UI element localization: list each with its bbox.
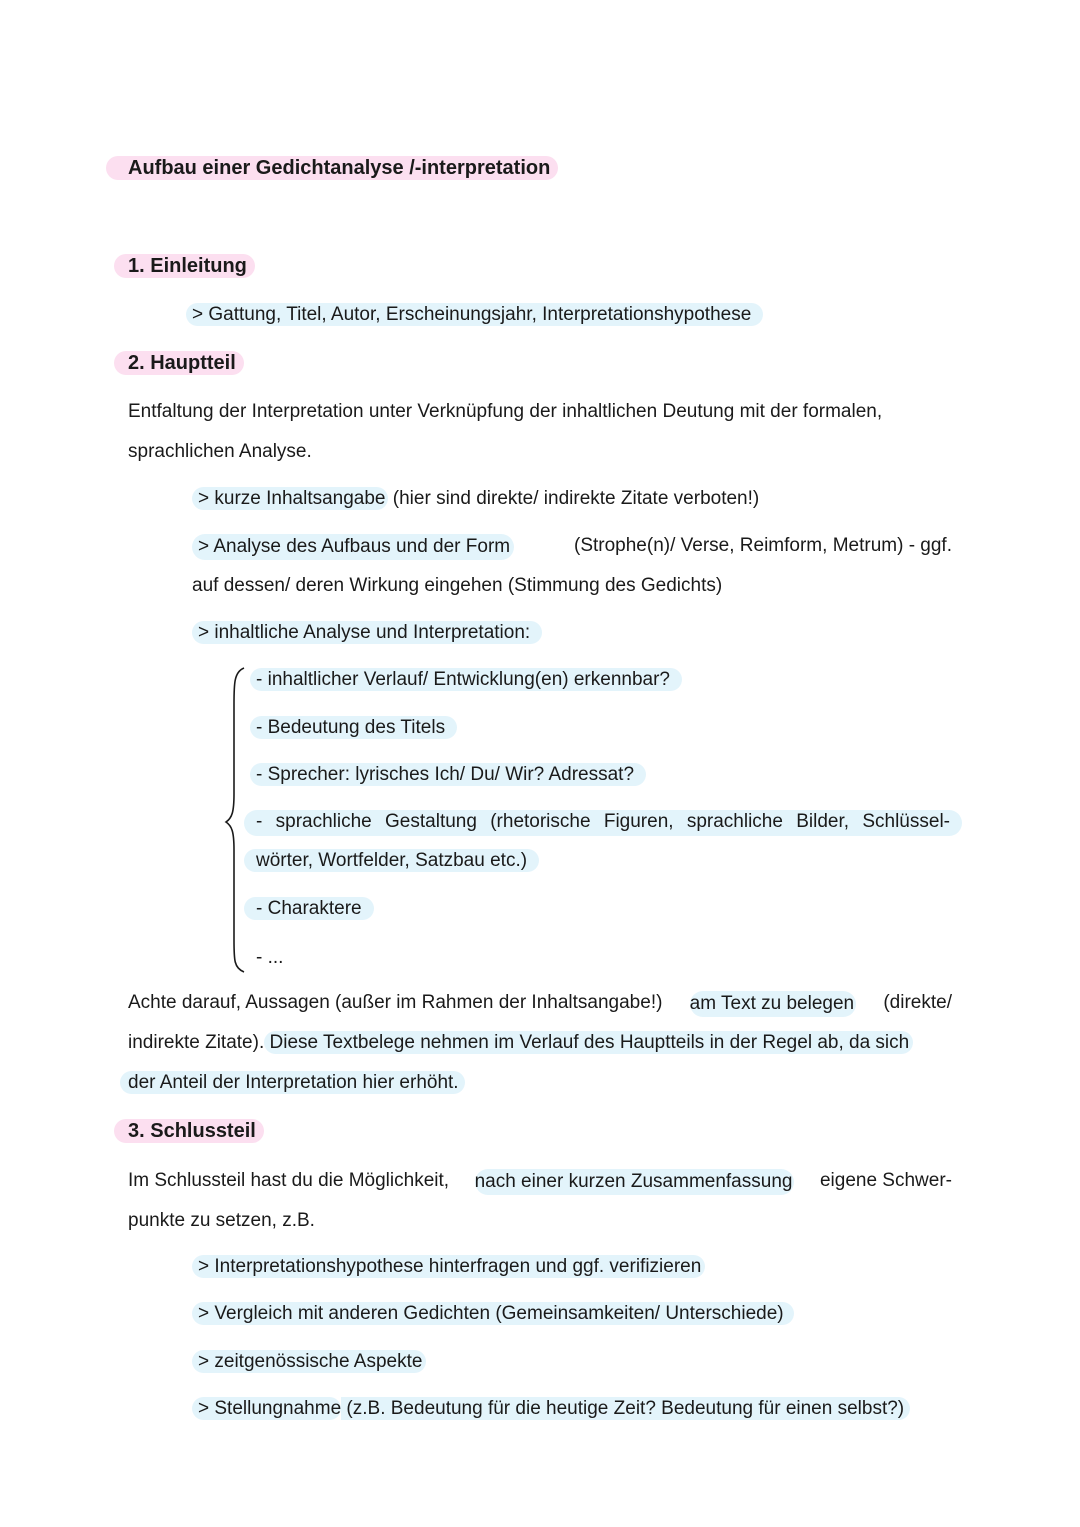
sub-item-etc: - ...	[256, 947, 284, 968]
heading-hauptteil: 2. Hauptteil	[114, 350, 244, 376]
sub-item-charaktere: - Charaktere	[244, 897, 374, 921]
schlussteil-item-stellungnahme: > Stellungnahme (z.B. Bedeutung für die heutige Zeit? Bedeutung für einen selbst?)	[192, 1397, 910, 1421]
hauptteil-intro-line2: sprachlichen Analyse.	[128, 441, 312, 462]
sub-item-titel: - Bedeutung des Titels	[250, 716, 457, 740]
heading-einleitung: 1. Einleitung	[114, 253, 255, 279]
hauptteil-item-aufbau: > Analyse des Aufbaus und der Form (Strophe(n)/ Verse, Reimform, Metrum) - ggf.	[192, 534, 952, 560]
schlussteil-item-vergleich: > Vergleich mit anderen Gedichten (Gemeinsamkeiten/ Unterschiede)	[192, 1302, 794, 1326]
schlussteil-item-hypothese: > Interpretationshypothese hinterfragen und ggf. verifizieren	[192, 1255, 705, 1279]
hauptteil-item-aufbau-line2: auf dessen/ deren Wirkung eingehen (Stimmung des Gedichts)	[192, 575, 723, 596]
schlussteil-intro-line1: Im Schlussteil hast du die Möglichkeit, nach einer kurzen Zusammenfassung eigene Schwer-	[128, 1169, 952, 1195]
einleitung-item: > Gattung, Titel, Autor, Erscheinungsjahr, Interpretationshypothese	[186, 303, 763, 327]
page-title: Aufbau einer Gedichtanalyse /-interpretation	[106, 155, 558, 181]
heading-schlussteil: 3. Schlussteil	[114, 1118, 264, 1144]
hauptteil-intro-line1: Entfaltung der Interpretation unter Verknüpfung der inhaltlichen Deutung mit der formalen,	[128, 401, 883, 422]
hauptteil-note-line3: der Anteil der Interpretation hier erhöht.	[120, 1071, 465, 1095]
hauptteil-note-line2: indirekte Zitate). Diese Textbelege nehmen im Verlauf des Hauptteils in der Regel ab, da sich	[128, 1031, 952, 1055]
hauptteil-item-inhaltsangabe: > kurze Inhaltsangabe (hier sind direkte/ indirekte Zitate verboten!)	[192, 487, 759, 511]
sub-item-verlauf: - inhaltlicher Verlauf/ Entwicklung(en) erkennbar?	[250, 668, 682, 692]
hauptteil-note-line1: Achte darauf, Aussagen (außer im Rahmen der Inhaltsangabe!) am Text zu belegen (direkte/	[128, 991, 952, 1017]
sub-item-gestaltung-line2: wörter, Wortfelder, Satzbau etc.)	[244, 849, 539, 873]
sub-item-sprecher: - Sprecher: lyrisches Ich/ Du/ Wir? Adressat?	[250, 763, 646, 787]
sub-item-gestaltung: - sprachliche Gestaltung (rhetorische Figuren, sprachliche Bilder, Schlüssel-	[244, 810, 962, 836]
schlussteil-item-aspekte: > zeitgenössische Aspekte	[192, 1350, 426, 1374]
hauptteil-item-inhaltlich: > inhaltliche Analyse und Interpretation:	[192, 621, 542, 645]
schlussteil-intro-line2: punkte zu setzen, z.B.	[128, 1210, 315, 1231]
